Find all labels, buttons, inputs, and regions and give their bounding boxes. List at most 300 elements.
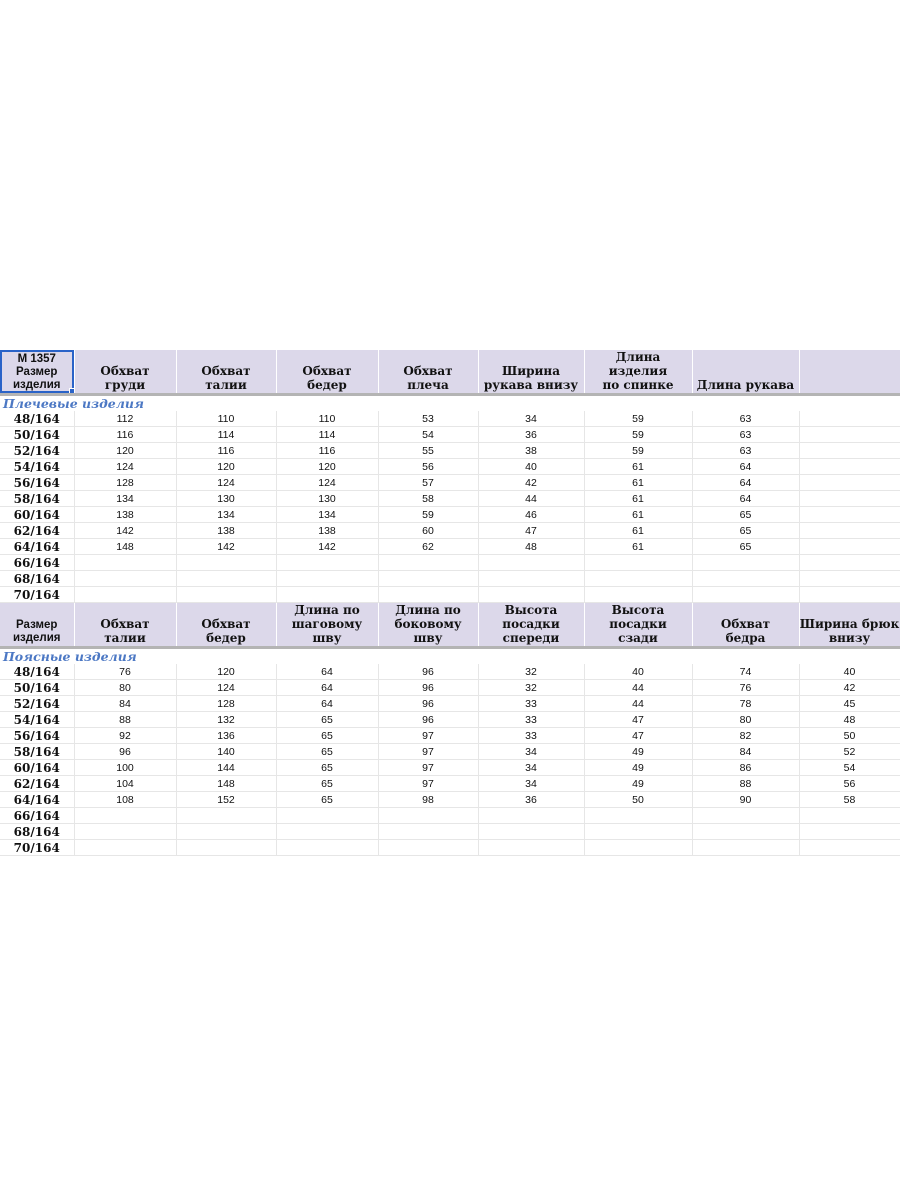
header-line: Длина по bbox=[395, 603, 461, 617]
value-cell[interactable]: 96 bbox=[378, 680, 478, 696]
value-cell[interactable] bbox=[478, 840, 584, 856]
value-cell[interactable]: 148 bbox=[74, 539, 176, 555]
value-cell[interactable]: 142 bbox=[176, 539, 276, 555]
value-cell[interactable]: 142 bbox=[276, 539, 378, 555]
value-cell[interactable]: 34 bbox=[478, 744, 584, 760]
header-line: шаговому шву bbox=[291, 617, 363, 645]
value-cell[interactable] bbox=[692, 587, 799, 603]
lower-header-cell[interactable] bbox=[799, 603, 900, 647]
value-cell[interactable]: 44 bbox=[584, 696, 692, 712]
value-cell[interactable]: 63 bbox=[692, 411, 799, 427]
value-cell[interactable] bbox=[478, 824, 584, 840]
value-cell[interactable]: 36 bbox=[478, 427, 584, 443]
value-cell[interactable]: 33 bbox=[478, 728, 584, 744]
value-cell[interactable]: 40 bbox=[584, 664, 692, 680]
value-cell[interactable] bbox=[74, 555, 176, 571]
table-row bbox=[0, 475, 900, 491]
value-cell[interactable]: 38 bbox=[478, 443, 584, 459]
value-cell[interactable]: 80 bbox=[74, 680, 176, 696]
value-cell[interactable]: 64 bbox=[276, 696, 378, 712]
corner-line: изделия bbox=[12, 379, 61, 391]
lower-corner-cell[interactable] bbox=[0, 603, 74, 647]
size-cell[interactable]: 64/164 bbox=[0, 539, 74, 555]
value-cell[interactable] bbox=[799, 443, 900, 459]
value-cell[interactable] bbox=[276, 555, 378, 571]
upper-header-cell[interactable] bbox=[478, 350, 584, 393]
size-cell[interactable]: 70/164 bbox=[0, 587, 74, 603]
value-cell[interactable]: 48 bbox=[799, 712, 900, 728]
upper-header-cell[interactable] bbox=[378, 350, 478, 393]
value-cell[interactable]: 59 bbox=[584, 427, 692, 443]
value-cell[interactable]: 134 bbox=[74, 491, 176, 507]
value-cell[interactable]: 128 bbox=[176, 696, 276, 712]
value-cell[interactable]: 40 bbox=[799, 664, 900, 680]
size-table bbox=[0, 350, 900, 856]
value-cell[interactable]: 55 bbox=[378, 443, 478, 459]
header-line: по спинке bbox=[602, 378, 674, 392]
size-cell[interactable]: 48/164 bbox=[0, 411, 74, 427]
value-cell[interactable] bbox=[378, 587, 478, 603]
header-line: рукава внизу bbox=[483, 378, 579, 392]
corner-line: M 1357 bbox=[17, 353, 56, 365]
value-cell[interactable] bbox=[74, 587, 176, 603]
upper-header-cell[interactable] bbox=[276, 350, 378, 393]
value-cell[interactable]: 57 bbox=[378, 475, 478, 491]
header-line: Длина рукава bbox=[696, 378, 795, 392]
value-cell[interactable]: 114 bbox=[276, 427, 378, 443]
value-cell[interactable]: 138 bbox=[276, 523, 378, 539]
value-cell[interactable]: 97 bbox=[378, 760, 478, 776]
size-cell[interactable]: 60/164 bbox=[0, 507, 74, 523]
value-cell[interactable]: 32 bbox=[478, 680, 584, 696]
value-cell[interactable] bbox=[799, 523, 900, 539]
size-cell[interactable]: 54/164 bbox=[0, 712, 74, 728]
value-cell[interactable]: 58 bbox=[378, 491, 478, 507]
table-row bbox=[0, 523, 900, 539]
value-cell[interactable]: 50 bbox=[584, 792, 692, 808]
lower-header-cell[interactable] bbox=[276, 603, 378, 647]
value-cell[interactable]: 65 bbox=[276, 776, 378, 792]
value-cell[interactable]: 136 bbox=[176, 728, 276, 744]
value-cell[interactable]: 120 bbox=[176, 664, 276, 680]
value-cell[interactable]: 82 bbox=[692, 728, 799, 744]
value-cell[interactable]: 64 bbox=[276, 664, 378, 680]
value-cell[interactable]: 65 bbox=[276, 760, 378, 776]
value-cell[interactable]: 62 bbox=[378, 539, 478, 555]
header-line: Ширина брюк bbox=[799, 617, 900, 631]
value-cell[interactable]: 142 bbox=[74, 523, 176, 539]
value-cell[interactable] bbox=[74, 824, 176, 840]
header-line: Длина изделия bbox=[608, 350, 668, 378]
value-cell[interactable]: 84 bbox=[692, 744, 799, 760]
value-cell[interactable]: 108 bbox=[74, 792, 176, 808]
value-cell[interactable] bbox=[176, 555, 276, 571]
value-cell[interactable]: 96 bbox=[378, 664, 478, 680]
value-cell[interactable]: 32 bbox=[478, 664, 584, 680]
value-cell[interactable]: 54 bbox=[378, 427, 478, 443]
value-cell[interactable]: 46 bbox=[478, 507, 584, 523]
value-cell[interactable] bbox=[799, 571, 900, 587]
value-cell[interactable] bbox=[799, 539, 900, 555]
table-row bbox=[0, 712, 900, 728]
value-cell[interactable]: 120 bbox=[276, 459, 378, 475]
table-row bbox=[0, 539, 900, 555]
table-row bbox=[0, 459, 900, 475]
size-cell[interactable]: 56/164 bbox=[0, 475, 74, 491]
value-cell[interactable]: 48 bbox=[478, 539, 584, 555]
value-cell[interactable] bbox=[176, 571, 276, 587]
value-cell[interactable]: 124 bbox=[74, 459, 176, 475]
header-line: плеча bbox=[407, 378, 449, 392]
value-cell[interactable] bbox=[276, 587, 378, 603]
header-line: внизу bbox=[828, 631, 871, 645]
value-cell[interactable]: 80 bbox=[692, 712, 799, 728]
value-cell[interactable]: 124 bbox=[176, 680, 276, 696]
size-cell[interactable]: 62/164 bbox=[0, 776, 74, 792]
value-cell[interactable]: 65 bbox=[276, 792, 378, 808]
value-cell[interactable]: 65 bbox=[692, 539, 799, 555]
value-cell[interactable]: 47 bbox=[478, 523, 584, 539]
value-cell[interactable]: 97 bbox=[378, 728, 478, 744]
upper-corner-cell[interactable] bbox=[0, 350, 74, 393]
size-cell[interactable]: 58/164 bbox=[0, 491, 74, 507]
value-cell[interactable]: 124 bbox=[276, 475, 378, 491]
value-cell[interactable]: 65 bbox=[276, 728, 378, 744]
value-cell[interactable]: 130 bbox=[176, 491, 276, 507]
value-cell[interactable]: 140 bbox=[176, 744, 276, 760]
value-cell[interactable]: 42 bbox=[478, 475, 584, 491]
value-cell[interactable]: 59 bbox=[584, 443, 692, 459]
upper-header-cell[interactable] bbox=[799, 350, 900, 393]
value-cell[interactable] bbox=[799, 507, 900, 523]
header-line: боковому шву bbox=[394, 617, 462, 645]
table-row bbox=[0, 696, 900, 712]
value-cell[interactable] bbox=[176, 824, 276, 840]
value-cell[interactable] bbox=[276, 808, 378, 824]
value-cell[interactable]: 134 bbox=[176, 507, 276, 523]
value-cell[interactable]: 110 bbox=[176, 411, 276, 427]
table-row bbox=[0, 411, 900, 427]
value-cell[interactable] bbox=[478, 571, 584, 587]
value-cell[interactable] bbox=[584, 808, 692, 824]
value-cell[interactable]: 124 bbox=[176, 475, 276, 491]
value-cell[interactable] bbox=[692, 571, 799, 587]
value-cell[interactable]: 90 bbox=[692, 792, 799, 808]
value-cell[interactable] bbox=[799, 459, 900, 475]
value-cell[interactable]: 56 bbox=[378, 459, 478, 475]
size-cell[interactable]: 70/164 bbox=[0, 840, 74, 856]
table-row bbox=[0, 587, 900, 603]
value-cell[interactable]: 47 bbox=[584, 728, 692, 744]
header-line: бедер bbox=[307, 378, 347, 392]
value-cell[interactable] bbox=[276, 840, 378, 856]
header-line: Обхват bbox=[720, 617, 771, 631]
value-cell[interactable]: 65 bbox=[276, 744, 378, 760]
table-row bbox=[0, 824, 900, 840]
value-cell[interactable]: 61 bbox=[584, 539, 692, 555]
size-cell[interactable]: 54/164 bbox=[0, 459, 74, 475]
table-row bbox=[0, 792, 900, 808]
value-cell[interactable]: 64 bbox=[276, 680, 378, 696]
header-line: талии bbox=[205, 378, 247, 392]
value-cell[interactable]: 64 bbox=[692, 459, 799, 475]
value-cell[interactable]: 34 bbox=[478, 411, 584, 427]
corner-line: Размер bbox=[16, 366, 58, 378]
header-line: сзади bbox=[618, 631, 658, 645]
table-row bbox=[0, 840, 900, 856]
size-cell[interactable]: 68/164 bbox=[0, 824, 74, 840]
value-cell[interactable]: 138 bbox=[176, 523, 276, 539]
header-line: Длина по bbox=[294, 603, 360, 617]
value-cell[interactable]: 110 bbox=[276, 411, 378, 427]
value-cell[interactable] bbox=[799, 587, 900, 603]
value-cell[interactable] bbox=[799, 555, 900, 571]
value-cell[interactable]: 112 bbox=[74, 411, 176, 427]
value-cell[interactable]: 96 bbox=[378, 712, 478, 728]
upper-header-cell[interactable] bbox=[692, 350, 799, 393]
table-row bbox=[0, 507, 900, 523]
value-cell[interactable]: 104 bbox=[74, 776, 176, 792]
value-cell[interactable]: 65 bbox=[276, 712, 378, 728]
value-cell[interactable]: 98 bbox=[378, 792, 478, 808]
value-cell[interactable]: 88 bbox=[74, 712, 176, 728]
value-cell[interactable] bbox=[692, 808, 799, 824]
value-cell[interactable] bbox=[378, 824, 478, 840]
header-line: Обхват bbox=[100, 364, 150, 378]
value-cell[interactable]: 59 bbox=[584, 411, 692, 427]
header-line: Обхват bbox=[100, 617, 150, 631]
value-cell[interactable]: 49 bbox=[584, 760, 692, 776]
value-cell[interactable]: 92 bbox=[74, 728, 176, 744]
value-cell[interactable]: 96 bbox=[74, 744, 176, 760]
value-cell[interactable]: 63 bbox=[692, 443, 799, 459]
value-cell[interactable] bbox=[584, 824, 692, 840]
value-cell[interactable]: 61 bbox=[584, 491, 692, 507]
value-cell[interactable]: 120 bbox=[176, 459, 276, 475]
table-row bbox=[0, 664, 900, 680]
value-cell[interactable]: 76 bbox=[692, 680, 799, 696]
value-cell[interactable]: 61 bbox=[584, 475, 692, 491]
value-cell[interactable] bbox=[799, 411, 900, 427]
value-cell[interactable]: 36 bbox=[478, 792, 584, 808]
size-cell[interactable]: 62/164 bbox=[0, 523, 74, 539]
value-cell[interactable] bbox=[799, 491, 900, 507]
value-cell[interactable]: 49 bbox=[584, 776, 692, 792]
table-row bbox=[0, 555, 900, 571]
value-cell[interactable]: 116 bbox=[276, 443, 378, 459]
value-cell[interactable]: 88 bbox=[692, 776, 799, 792]
size-cell[interactable]: 60/164 bbox=[0, 760, 74, 776]
header-line: бедер bbox=[206, 631, 246, 645]
header-line: Высота посадки bbox=[609, 603, 667, 631]
upper-header-cell[interactable] bbox=[584, 350, 692, 393]
upper-section-row bbox=[0, 396, 900, 411]
value-cell[interactable]: 96 bbox=[378, 696, 478, 712]
header-line: Обхват bbox=[403, 364, 453, 378]
value-cell[interactable] bbox=[378, 555, 478, 571]
header-line: Ширина bbox=[502, 364, 560, 378]
value-cell[interactable] bbox=[176, 840, 276, 856]
value-cell[interactable]: 44 bbox=[478, 491, 584, 507]
value-cell[interactable]: 65 bbox=[692, 523, 799, 539]
value-cell[interactable]: 130 bbox=[276, 491, 378, 507]
lower-header-cell[interactable] bbox=[478, 603, 584, 647]
value-cell[interactable] bbox=[584, 555, 692, 571]
value-cell[interactable]: 128 bbox=[74, 475, 176, 491]
value-cell[interactable]: 44 bbox=[584, 680, 692, 696]
value-cell[interactable] bbox=[584, 571, 692, 587]
value-cell[interactable] bbox=[74, 571, 176, 587]
value-cell[interactable]: 120 bbox=[74, 443, 176, 459]
header-line: спереди bbox=[502, 631, 560, 645]
value-cell[interactable]: 76 bbox=[74, 664, 176, 680]
value-cell[interactable] bbox=[478, 555, 584, 571]
value-cell[interactable] bbox=[176, 587, 276, 603]
size-cell[interactable]: 52/164 bbox=[0, 443, 74, 459]
value-cell[interactable] bbox=[799, 824, 900, 840]
table-row bbox=[0, 491, 900, 507]
table-row bbox=[0, 760, 900, 776]
fill-handle[interactable] bbox=[69, 388, 75, 393]
size-cell[interactable]: 50/164 bbox=[0, 427, 74, 443]
value-cell[interactable]: 134 bbox=[276, 507, 378, 523]
lower-header-cell[interactable] bbox=[584, 603, 692, 647]
size-cell[interactable]: 68/164 bbox=[0, 571, 74, 587]
value-cell[interactable] bbox=[799, 427, 900, 443]
table-row bbox=[0, 744, 900, 760]
value-cell[interactable]: 97 bbox=[378, 744, 478, 760]
value-cell[interactable]: 42 bbox=[799, 680, 900, 696]
value-cell[interactable] bbox=[276, 571, 378, 587]
value-cell[interactable]: 100 bbox=[74, 760, 176, 776]
value-cell[interactable] bbox=[692, 555, 799, 571]
corner-line: Размер bbox=[16, 619, 58, 631]
value-cell[interactable] bbox=[478, 587, 584, 603]
value-cell[interactable]: 34 bbox=[478, 776, 584, 792]
table-row bbox=[0, 728, 900, 744]
value-cell[interactable]: 45 bbox=[799, 696, 900, 712]
lower-header-cell[interactable] bbox=[378, 603, 478, 647]
size-table-body bbox=[0, 350, 900, 856]
section-title: Плечевые изделия bbox=[3, 396, 144, 411]
size-cell[interactable]: 56/164 bbox=[0, 728, 74, 744]
table-row bbox=[0, 427, 900, 443]
value-cell[interactable] bbox=[276, 824, 378, 840]
value-cell[interactable] bbox=[584, 587, 692, 603]
value-cell[interactable]: 61 bbox=[584, 459, 692, 475]
size-cell[interactable]: 58/164 bbox=[0, 744, 74, 760]
value-cell[interactable] bbox=[74, 808, 176, 824]
size-cell[interactable]: 64/164 bbox=[0, 792, 74, 808]
header-line: бедра bbox=[725, 631, 766, 645]
value-cell[interactable] bbox=[799, 840, 900, 856]
value-cell[interactable]: 60 bbox=[378, 523, 478, 539]
table-row bbox=[0, 776, 900, 792]
lower-section-row bbox=[0, 649, 900, 664]
value-cell[interactable] bbox=[378, 571, 478, 587]
value-cell[interactable]: 64 bbox=[692, 491, 799, 507]
value-cell[interactable]: 61 bbox=[584, 523, 692, 539]
corner-line: изделия bbox=[12, 632, 61, 644]
value-cell[interactable]: 114 bbox=[176, 427, 276, 443]
value-cell[interactable]: 63 bbox=[692, 427, 799, 443]
value-cell[interactable]: 40 bbox=[478, 459, 584, 475]
value-cell[interactable] bbox=[799, 475, 900, 491]
upper-header-row bbox=[0, 350, 900, 393]
header-line: груди bbox=[104, 378, 146, 392]
size-cell[interactable]: 52/164 bbox=[0, 696, 74, 712]
value-cell[interactable]: 148 bbox=[176, 776, 276, 792]
value-cell[interactable]: 52 bbox=[799, 744, 900, 760]
value-cell[interactable]: 53 bbox=[378, 411, 478, 427]
size-cell[interactable]: 66/164 bbox=[0, 808, 74, 824]
section-title: Поясные изделия bbox=[3, 649, 137, 664]
value-cell[interactable]: 50 bbox=[799, 728, 900, 744]
lower-header-cell[interactable] bbox=[692, 603, 799, 647]
value-cell[interactable]: 64 bbox=[692, 475, 799, 491]
value-cell[interactable]: 34 bbox=[478, 760, 584, 776]
value-cell[interactable]: 59 bbox=[378, 507, 478, 523]
value-cell[interactable]: 56 bbox=[799, 776, 900, 792]
value-cell[interactable] bbox=[478, 808, 584, 824]
value-cell[interactable]: 47 bbox=[584, 712, 692, 728]
value-cell[interactable]: 61 bbox=[584, 507, 692, 523]
lower-header-cell[interactable] bbox=[74, 603, 176, 647]
value-cell[interactable] bbox=[378, 808, 478, 824]
size-cell[interactable]: 50/164 bbox=[0, 680, 74, 696]
header-line: Обхват bbox=[201, 364, 251, 378]
header-line: Обхват bbox=[201, 617, 251, 631]
upper-header-cell[interactable] bbox=[74, 350, 176, 393]
value-cell[interactable]: 33 bbox=[478, 712, 584, 728]
lower-header-cell[interactable] bbox=[176, 603, 276, 647]
value-cell[interactable] bbox=[378, 840, 478, 856]
value-cell[interactable]: 152 bbox=[176, 792, 276, 808]
value-cell[interactable]: 97 bbox=[378, 776, 478, 792]
value-cell[interactable]: 74 bbox=[692, 664, 799, 680]
value-cell[interactable]: 33 bbox=[478, 696, 584, 712]
value-cell[interactable]: 78 bbox=[692, 696, 799, 712]
value-cell[interactable] bbox=[692, 824, 799, 840]
header-line: Обхват bbox=[302, 364, 352, 378]
value-cell[interactable] bbox=[584, 840, 692, 856]
value-cell[interactable]: 49 bbox=[584, 744, 692, 760]
size-chart-sheet bbox=[0, 350, 900, 856]
lower-header-row bbox=[0, 603, 900, 647]
header-line: Высота посадки bbox=[502, 603, 560, 631]
value-cell[interactable] bbox=[74, 840, 176, 856]
upper-header-cell[interactable] bbox=[176, 350, 276, 393]
table-row bbox=[0, 443, 900, 459]
value-cell[interactable]: 65 bbox=[692, 507, 799, 523]
value-cell[interactable] bbox=[692, 840, 799, 856]
value-cell[interactable]: 86 bbox=[692, 760, 799, 776]
table-row bbox=[0, 680, 900, 696]
value-cell[interactable]: 116 bbox=[176, 443, 276, 459]
value-cell[interactable]: 54 bbox=[799, 760, 900, 776]
value-cell[interactable]: 132 bbox=[176, 712, 276, 728]
size-cell[interactable]: 48/164 bbox=[0, 664, 74, 680]
value-cell[interactable]: 116 bbox=[74, 427, 176, 443]
value-cell[interactable] bbox=[176, 808, 276, 824]
value-cell[interactable]: 138 bbox=[74, 507, 176, 523]
value-cell[interactable]: 84 bbox=[74, 696, 176, 712]
size-cell[interactable]: 66/164 bbox=[0, 555, 74, 571]
value-cell[interactable]: 58 bbox=[799, 792, 900, 808]
value-cell[interactable] bbox=[799, 808, 900, 824]
value-cell[interactable]: 144 bbox=[176, 760, 276, 776]
table-row bbox=[0, 571, 900, 587]
